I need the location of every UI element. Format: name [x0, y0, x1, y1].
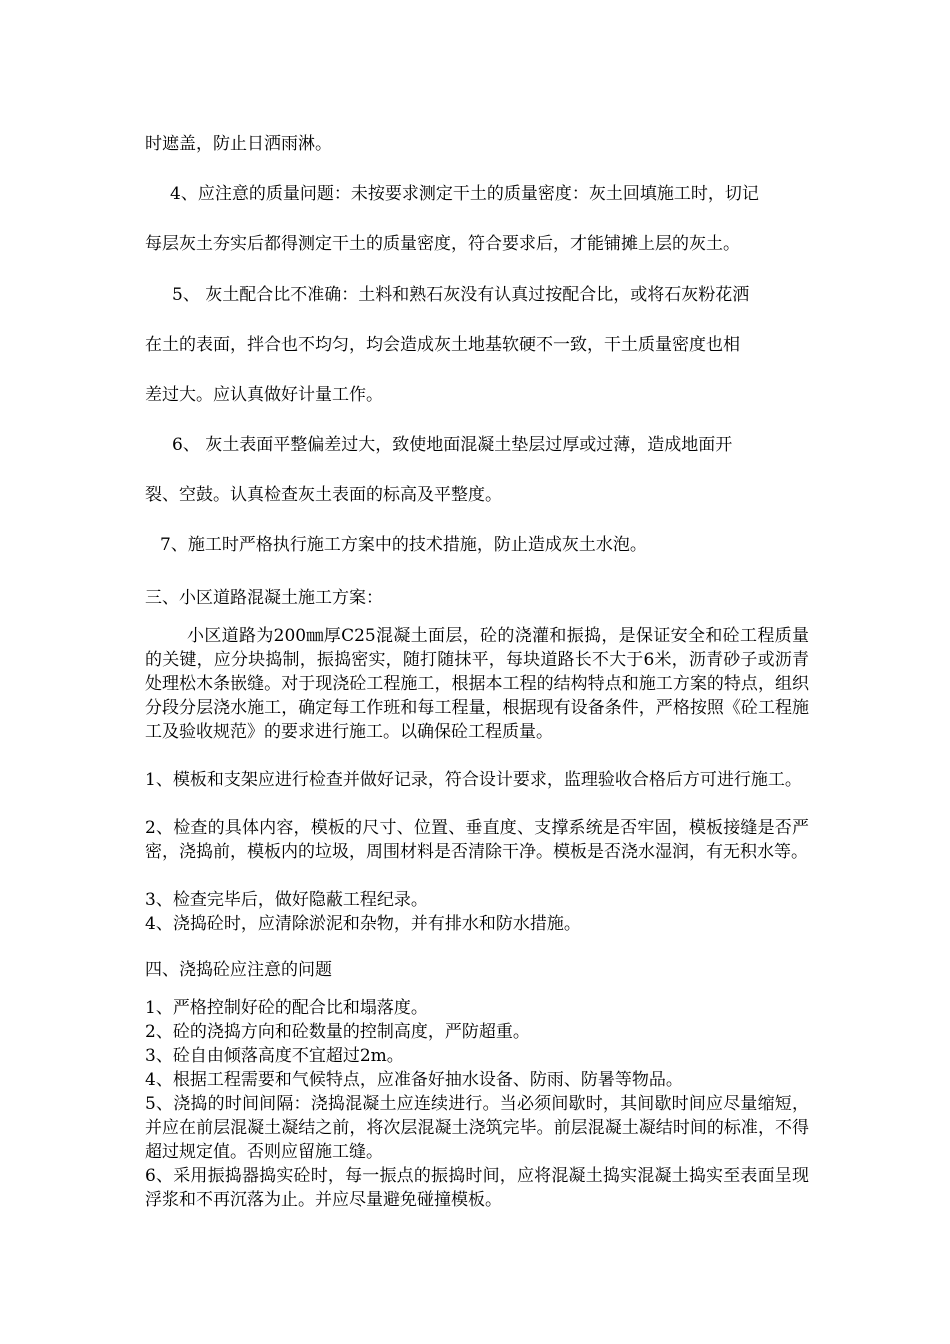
item-6-line-2: 裂、空鼓。认真检查灰土表面的标高及平整度。	[145, 485, 502, 505]
section-3-intro: 小区道路为200㎜厚C25混凝土面层，砼的浇灌和振捣，是保证安全和砼工程质量的关键，应分块捣制，振捣密实，随打随抹平，每块道路长不大于6米，沥青砂子或沥青处理松木条嵌缝。对于现浇砼工程施工，根据本工程的结构特点和施工方案的特点，组织分段分层浇水施工，确定每工作班和每工程量，根据现有设备条件，严格按照《砼工程施工及验收规范》的要求进行施工。以确保砼工程质量。	[145, 626, 809, 742]
text-line: 时遮盖，防止日洒雨淋。	[145, 134, 332, 154]
item-5-line-1: 5、 灰土配合比不准确：土料和熟石灰没有认真过按配合比，或将石灰粉花洒	[172, 285, 750, 305]
section-4-item-3: 3、砼自由倾落高度不宜超过2m。	[145, 1046, 404, 1066]
section-3-item-4: 4、浇捣砼时，应清除淤泥和杂物，并有排水和防水措施。	[145, 914, 581, 934]
section-3-item-2: 2、检查的具体内容，模板的尺寸、位置、垂直度、支撑系统是否牢固，模板接缝是否严密，浇捣前，模板内的垃圾，周围材料是否清除干净。模板是否浇水湿润，有无积水等。	[145, 818, 809, 862]
item-4-line-1: 4、应注意的质量问题：未按要求测定干土的质量密度：灰土回填施工时，切记	[170, 184, 759, 204]
section-3-item-1: 1、模板和支架应进行检查并做好记录，符合设计要求，监理验收合格后方可进行施工。	[145, 770, 802, 790]
section-4-heading: 四、浇捣砼应注意的问题	[145, 960, 332, 980]
item-6-line-1: 6、 灰土表面平整偏差过大，致使地面混凝土垫层过厚或过薄，造成地面开	[172, 435, 733, 455]
item-5-line-3: 差过大。应认真做好计量工作。	[145, 385, 383, 405]
item-7-line-1: 7、施工时严格执行施工方案中的技术措施，防止造成灰土水泡。	[160, 535, 647, 555]
section-4-item-6: 6、采用振捣器捣实砼时，每一振点的振捣时间，应将混凝土捣实混凝土捣实至表面呈现浮浆和不再沉落为止。并应尽量避免碰撞模板。	[145, 1166, 809, 1210]
section-4-item-4: 4、根据工程需要和气候特点，应准备好抽水设备、防雨、防暑等物品。	[145, 1070, 683, 1090]
section-3-heading: 三、小区道路混凝土施工方案：	[145, 588, 383, 608]
section-4-item-1: 1、严格控制好砼的配合比和塌落度。	[145, 998, 428, 1018]
section-4-item-2: 2、砼的浇捣方向和砼数量的控制高度，严防超重。	[145, 1022, 530, 1042]
section-3-item-3: 3、检查完毕后，做好隐蔽工程纪录。	[145, 890, 428, 910]
section-4-item-5: 5、浇捣的时间间隔：浇捣混凝土应连续进行。当必须间歇时，其间歇时间应尽量缩短，并应在前层混凝土凝结之前，将次层混凝土浇筑完毕。前层混凝土凝结时间的标准，不得超过规定值。否则应留施工缝。	[145, 1094, 809, 1162]
item-5-line-2: 在土的表面，拌合也不均匀，均会造成灰土地基软硬不一致，干土质量密度也相	[145, 335, 740, 355]
item-4-line-2: 每层灰土夯实后都得测定干土的质量密度，符合要求后，才能铺摊上层的灰土。	[145, 234, 740, 254]
